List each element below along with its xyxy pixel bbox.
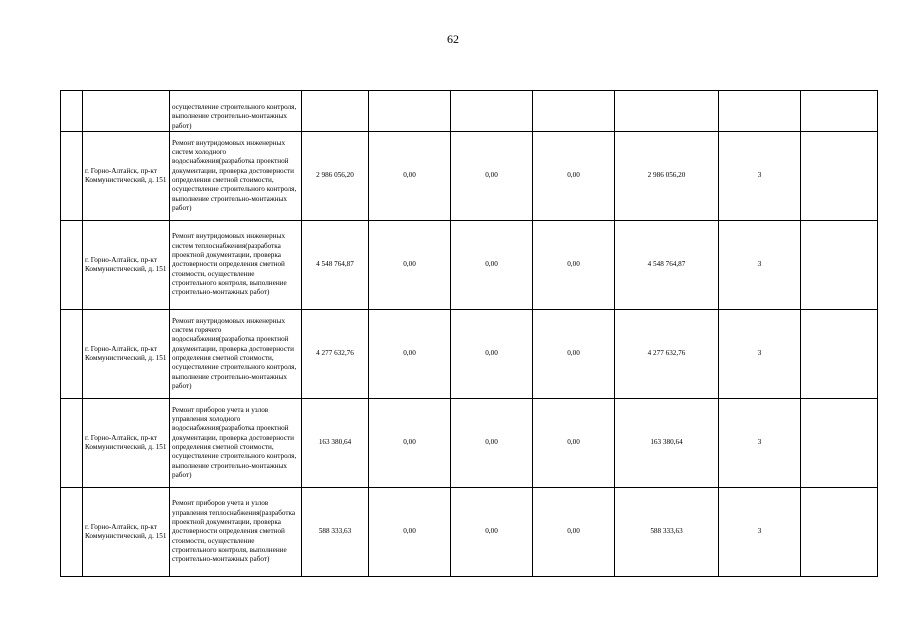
cell-work-description: Ремонт приборов учета и узлов управления холодного водоснабжения(разработка проектной документации, проверка достоверности определения сметной стоимости, осуществление строительного контроля, выполнение строительно-монтажных работ) <box>170 399 302 488</box>
cell-extra <box>801 488 878 577</box>
cell-col-c: 0,00 <box>533 488 615 577</box>
cell-col-d: 4 548 764,87 <box>615 221 719 310</box>
cell-col-d: 2 986 056,20 <box>615 132 719 221</box>
page-number: 62 <box>447 32 459 46</box>
cell-col-a: 0,00 <box>369 488 451 577</box>
cell-col-d <box>615 91 719 132</box>
cell-work-description: Ремонт внутридомовых инженерных систем теплоснабжения(разработка проектной документации, проверка достоверности определения сметной стоимости, осуществление строительного контроля, выполнение строительно-монтажных работ) <box>170 221 302 310</box>
cell-total: 163 380,64 <box>302 399 369 488</box>
cell-col-c <box>533 91 615 132</box>
cell-col-b <box>451 91 533 132</box>
cell-work-description: Ремонт внутридомовых инженерных систем холодного водоснабжения(разработка проектной документации, проверка достоверности определения сметной стоимости, осуществление строительного контроля, выполнение строительно-монтажных работ) <box>170 132 302 221</box>
table-row <box>61 310 878 399</box>
cell-col-b: 0,00 <box>451 399 533 488</box>
cell-col-e: 3 <box>719 399 801 488</box>
cell-total: 4 277 632,76 <box>302 310 369 399</box>
cell-extra <box>801 91 878 132</box>
cell-total: 588 333,63 <box>302 488 369 577</box>
cell-work-description: осуществление строительного контроля, выполнение строительно-монтажных работ) <box>170 91 302 132</box>
cell-col-d: 4 277 632,76 <box>615 310 719 399</box>
cell-index <box>61 132 83 221</box>
cell-index <box>61 399 83 488</box>
table-row <box>61 399 878 488</box>
cell-col-c: 0,00 <box>533 132 615 221</box>
cell-address: г. Горно-Алтайск, пр-кт Коммунистический, д. 151 <box>83 221 170 310</box>
cell-total: 2 986 056,20 <box>302 132 369 221</box>
cell-address: г. Горно-Алтайск, пр-кт Коммунистический, д. 151 <box>83 310 170 399</box>
table-row-continued <box>61 91 878 132</box>
cell-address <box>83 91 170 132</box>
cell-col-e <box>719 91 801 132</box>
cell-index <box>61 488 83 577</box>
capital-repair-table <box>60 90 878 577</box>
cell-col-a: 0,00 <box>369 399 451 488</box>
cell-index <box>61 221 83 310</box>
cell-work-description: Ремонт внутридомовых инженерных систем горячего водоснабжения(разработка проектной документации, проверка достоверности определения сметной стоимости, осуществление строительного контроля, выполнение строительно-монтажных работ) <box>170 310 302 399</box>
cell-address: г. Горно-Алтайск, пр-кт Коммунистический, д. 151 <box>83 488 170 577</box>
cell-col-e: 3 <box>719 132 801 221</box>
cell-col-d: 163 380,64 <box>615 399 719 488</box>
cell-col-e: 3 <box>719 310 801 399</box>
cell-col-c: 0,00 <box>533 310 615 399</box>
table-row <box>61 132 878 221</box>
cell-col-a: 0,00 <box>369 132 451 221</box>
cell-total: 4 548 764,87 <box>302 221 369 310</box>
cell-index <box>61 91 83 132</box>
cell-col-b: 0,00 <box>451 310 533 399</box>
cell-col-d: 588 333,63 <box>615 488 719 577</box>
cell-address: г. Горно-Алтайск, пр-кт Коммунистический, д. 151 <box>83 132 170 221</box>
cell-extra <box>801 132 878 221</box>
cell-col-b: 0,00 <box>451 488 533 577</box>
cell-extra <box>801 399 878 488</box>
cell-col-a: 0,00 <box>369 221 451 310</box>
table-row <box>61 488 878 577</box>
cell-col-c: 0,00 <box>533 221 615 310</box>
cell-extra <box>801 221 878 310</box>
cell-address: г. Горно-Алтайск, пр-кт Коммунистический, д. 151 <box>83 399 170 488</box>
cell-col-b: 0,00 <box>451 221 533 310</box>
cell-index <box>61 310 83 399</box>
cell-col-e: 3 <box>719 488 801 577</box>
cell-total <box>302 91 369 132</box>
cell-col-b: 0,00 <box>451 132 533 221</box>
table-row <box>61 221 878 310</box>
cell-col-e: 3 <box>719 221 801 310</box>
cell-col-a: 0,00 <box>369 310 451 399</box>
cell-work-description: Ремонт приборов учета и узлов управления теплоснабжения(разработка проектной документации, проверка достоверности определения сметной стоимости, осуществление строительного контроля, выполнение строительно-монтажных работ) <box>170 488 302 577</box>
cell-extra <box>801 310 878 399</box>
cell-col-c: 0,00 <box>533 399 615 488</box>
cell-col-a <box>369 91 451 132</box>
